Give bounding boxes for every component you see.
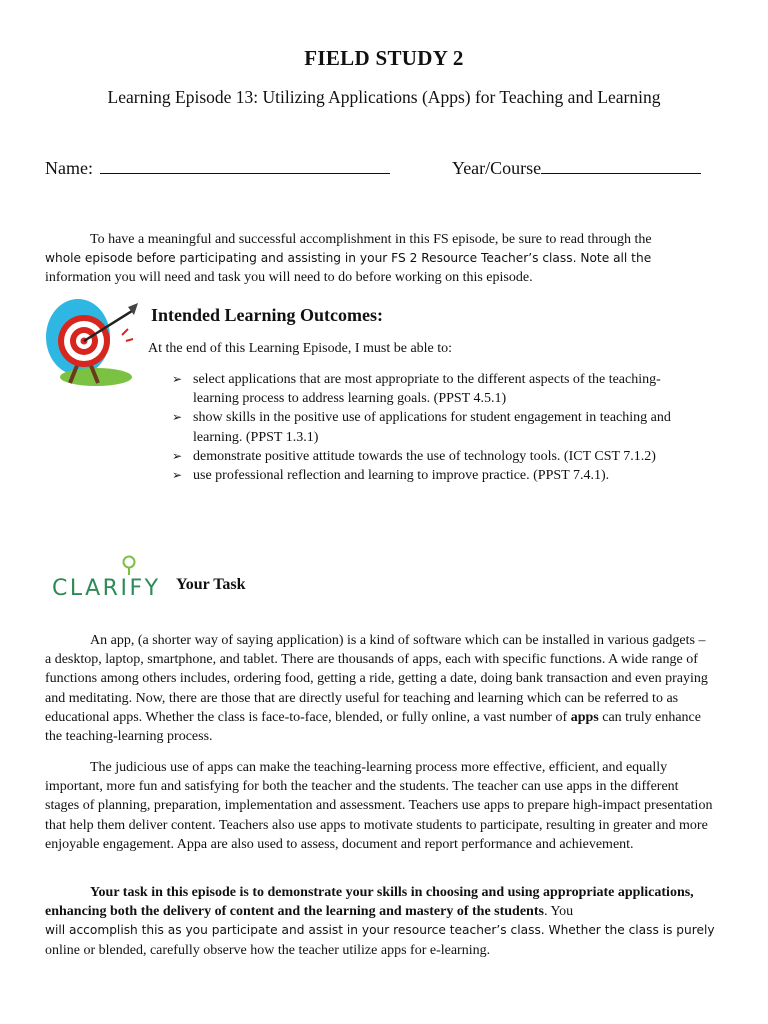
task-line-3: online or blended, carefully observe how the teacher utilize apps for e-learning. <box>45 942 491 958</box>
intro-line-2: whole episode before participating and assisting in your FS 2 Resource Teacher’s class. Note all the <box>45 251 652 266</box>
task-paragraph-2: The judicious use of apps can make the teaching-learning process more effective, efficient, and equally important, more fun and satisfying for both the teacher and the students. The teacher can use apps in the different stages of planning, preparation, implementation and assessment. Teachers use apps to prepare high-impact presentation that help them deliver content. Teachers also use apps to motivate students to participate, resulting in greater and more enjoyable engagement. Appa are also used to assess, document and report performance and achievement. <box>45 760 713 852</box>
list-item: ➢ use professional reflection and learning to improve practice. (PPST 7.4.1). <box>172 466 672 485</box>
clarify-logo <box>50 553 168 603</box>
year-course-label: Year/Course <box>452 158 542 178</box>
apps-emphasis: apps <box>570 709 599 725</box>
name-field[interactable] <box>45 158 390 179</box>
name-blank-line[interactable] <box>100 159 390 174</box>
episode-subtitle: Learning Episode 13: Utilizing Applications (Apps) for Teaching and Learning <box>107 87 661 107</box>
intro-line-1: To have a meaningful and successful accomplishment in this FS episode, be sure to read through the <box>90 232 652 247</box>
intro-paragraph <box>45 230 715 288</box>
year-course-field[interactable] <box>452 158 701 179</box>
task-line-2: will accomplish this as you participate and assist in your resource teacher’s class. Whether the class is purely <box>45 923 715 938</box>
task-heading: Your Task <box>176 576 246 593</box>
task-emphasis: Your task in this episode is to demonstrate your skills in choosing and using appropriate applications, enhancing both the delivery of content and the learning and mastery of the students <box>45 885 694 920</box>
outcomes-heading: Intended Learning Outcomes: <box>151 305 384 325</box>
task-paragraph-3: Your task in this episode is to demonstrate your skills in choosing and using appropriate applications, enhancing both the delivery of content and the learning and mastery of the students. You will accomplish this as you participate and assist in your resource teacher’s class. Whether the class is purely online or blended, carefully observe how the teacher utilize apps for e-learning. <box>45 883 715 960</box>
list-item: ➢ show skills in the positive use of applications for student engagement in teaching and learning. (PPST 1.3.1) <box>172 410 671 445</box>
name-label: Name: <box>45 158 93 178</box>
outcomes-lead: At the end of this Learning Episode, I must be able to: <box>148 341 453 356</box>
outcomes-list <box>172 370 672 485</box>
document-title: FIELD STUDY 2 <box>304 46 464 70</box>
list-item: ➢ demonstrate positive attitude towards the use of technology tools. (ICT CST 7.1.2) <box>172 447 672 466</box>
task-paragraph-1: An app, (a shorter way of saying application) is a kind of software which can be installed in various gadgets – a desktop, laptop, smartphone, and tablet. There are thousands of apps, each with specific functions. A wide range of functions among others includes, ordering food, getting a ride, getting a date, doing bank transaction and even praying and meditating. Now, there are those that are directly useful for teaching and learning which can be referred to as educational apps. Whether the class is face-to-face, blended, or fully online, a vast number of apps can truly enhance the teaching-learning process. <box>45 633 708 745</box>
year-course-blank-line[interactable] <box>541 159 701 174</box>
bullet-arrow-icon: ➢ <box>172 372 183 386</box>
bullet-arrow-icon: ➢ <box>172 448 183 463</box>
intro-line-3: information you will need and task you will need to do before working on this episode. <box>45 270 533 286</box>
bullet-arrow-icon: ➢ <box>172 410 183 425</box>
bullet-arrow-icon: ➢ <box>172 468 183 483</box>
clarify-logo-text: CLARIFY <box>52 576 161 601</box>
list-item: ➢ select applications that are most appropriate to the different aspects of the teaching-learning process to address learning goals. (PPST 4.5.1) <box>172 372 661 407</box>
target-arrow-icon <box>44 297 142 389</box>
